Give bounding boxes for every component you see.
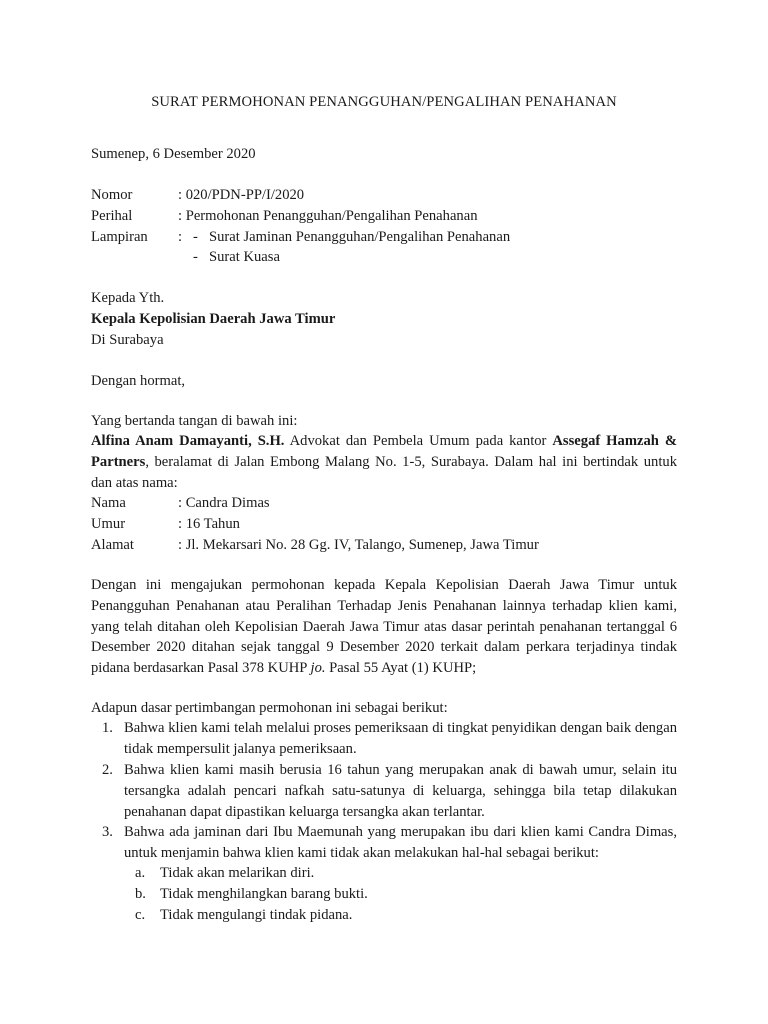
list-item-number: 2. xyxy=(102,762,113,778)
request-jo: jo. xyxy=(310,660,326,677)
intro-text-a: Advokat dan Pembela Umum pada kantor xyxy=(284,433,553,449)
considerations-intro: Adapun dasar pertimbangan permohonan ini sebagai berikut: xyxy=(91,700,448,716)
alamat-label: Alamat xyxy=(91,537,134,553)
lampiran-item: Surat Jaminan Penangguhan/Pengalihan Penahanan xyxy=(209,229,511,245)
advocate-name: Alfina Anam Damayanti, S.H. xyxy=(91,433,285,449)
request-text-b: Pasal 55 Ayat (1) KUHP; xyxy=(325,660,477,677)
intro-text-b: , beralamat di Jalan Embong Malang No. 1-5, Surabaya. Dalam hal ini bertindak untuk dan atas nama: xyxy=(91,453,677,491)
list-item-number: 3. xyxy=(102,824,113,840)
list-item: Bahwa ada jaminan dari Ibu Maemunah yang merupakan ibu dari klien kami Candra Dimas, untuk menjamin bahwa klien kami tidak akan melakukan hal-hal sebagai berikut: xyxy=(124,824,677,861)
request-paragraph xyxy=(91,575,677,679)
nomor-label: Nomor xyxy=(91,187,133,203)
list-item-number: 1. xyxy=(102,720,113,736)
sub-item-letter: b. xyxy=(135,886,146,902)
recipient-name: Kepala Kepolisian Daerah Jawa Timur xyxy=(91,311,336,327)
intro-line: Yang bertanda tangan di bawah ini: xyxy=(91,413,298,429)
recipient-location: Di Surabaya xyxy=(91,332,164,348)
lampiran-dash: - xyxy=(193,229,198,245)
salutation: Dengan hormat, xyxy=(91,373,186,389)
lampiran-colon: : xyxy=(178,229,183,245)
umur-label: Umur xyxy=(91,516,126,532)
nomor-value: : 020/PDN-PP/I/2020 xyxy=(178,187,305,203)
list-item: Bahwa klien kami telah melalui proses pemeriksaan di tingkat penyidikan dengan baik dengan tidak mempersulit jalanya pemeriksaan. xyxy=(124,720,677,757)
lampiran-item: Surat Kuasa xyxy=(209,249,280,265)
sub-item-letter: a. xyxy=(135,865,146,881)
letter-title: SURAT PERMOHONAN PENANGGUHAN/PENGALIHAN PENAHANAN xyxy=(151,94,617,110)
nama-label: Nama xyxy=(91,495,126,511)
sub-item-letter: c. xyxy=(135,907,146,923)
lampiran-label: Lampiran xyxy=(91,229,148,245)
intro-paragraph xyxy=(91,431,677,493)
request-text-a: Dengan ini mengajukan permohonan kepada Kepala Kepolisian Daerah Jawa Timur untuk Penangguhan Penahanan atau Peralihan Terhadap Jenis Penahanan lainnya terhadap klien kami, yang telah ditahan oleh Kepolisian Daerah Jawa Timur atas dasar perintah penahanan tertanggal 6 Desember 2020 ditahan sejak tanggal 9 Desember 2020 terkait dalam perkara terjadinya tindak pidana berdasarkan Pasal 378 KUHP xyxy=(91,577,677,677)
list-item: Bahwa klien kami masih berusia 16 tahun yang merupakan anak di bawah umur, selain itu tersangka adalah pencari nafkah satu-satunya di keluarga, sehingga bila tetap dilakukan penahanan dapat dipastikan keluarga tersangka akan terlantar. xyxy=(124,762,677,820)
nama-value: : Candra Dimas xyxy=(178,495,270,511)
umur-value: : 16 Tahun xyxy=(178,516,240,532)
perihal-label: Perihal xyxy=(91,208,133,224)
recipient-greeting: Kepada Yth. xyxy=(91,290,165,306)
sub-item: Tidak menghilangkan barang bukti. xyxy=(160,886,368,902)
sub-item: Tidak mengulangi tindak pidana. xyxy=(160,907,353,923)
place-date: Sumenep, 6 Desember 2020 xyxy=(91,146,256,162)
firm-name: Assegaf Hamzah & Partners xyxy=(91,433,678,470)
lampiran-dash: - xyxy=(193,249,198,265)
sub-item: Tidak akan melarikan diri. xyxy=(160,865,315,881)
perihal-value: : Permohonan Penangguhan/Pengalihan Penahanan xyxy=(178,208,478,224)
alamat-value: : Jl. Mekarsari No. 28 Gg. IV, Talango, Sumenep, Jawa Timur xyxy=(178,537,539,553)
